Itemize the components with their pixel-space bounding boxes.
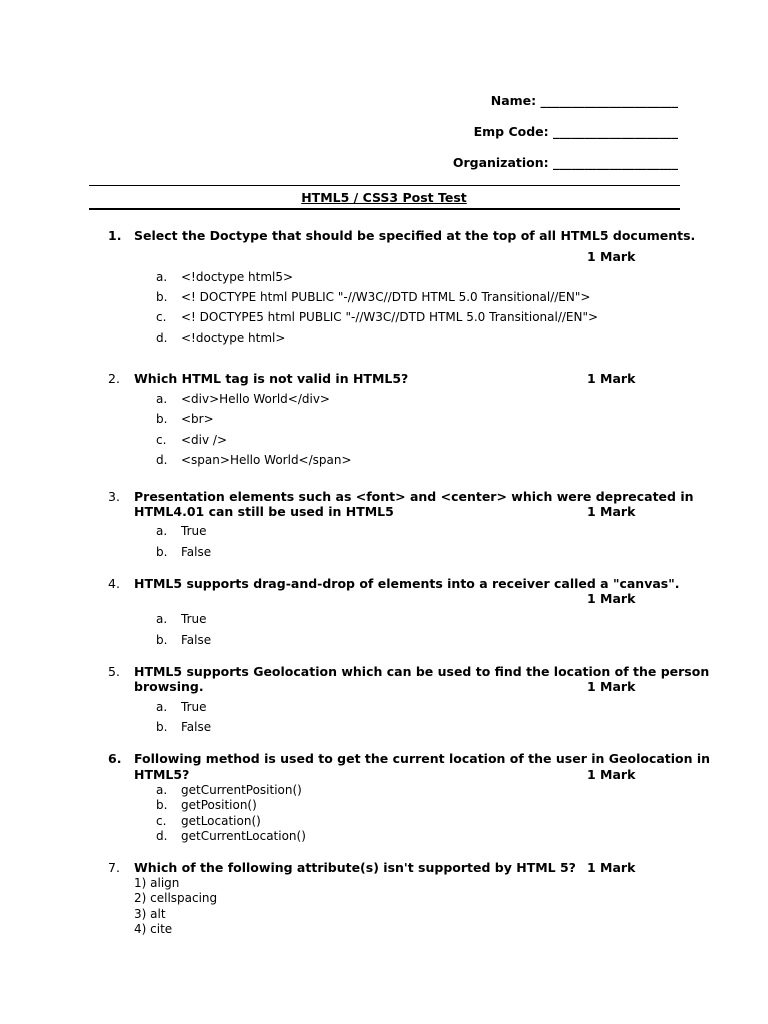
question-text-continued: browsing. <box>134 679 204 694</box>
option-text: getPosition() <box>181 798 257 812</box>
option-text: <span>Hello World</span> <box>181 453 352 467</box>
option-text: False <box>181 545 212 559</box>
option-text: <br> <box>181 412 214 426</box>
question-text: Following method is used to get the current location of the user in Geolocation in <box>134 751 711 766</box>
option-text: True <box>181 700 207 714</box>
mark-label: 1 Mark <box>587 591 636 606</box>
option-letter: a. <box>156 392 168 406</box>
option-text: <div /> <box>181 433 228 447</box>
page-title: HTML5 / CSS3 Post Test <box>301 190 467 205</box>
option-letter: d. <box>156 829 168 843</box>
question-number: 7. <box>108 860 120 875</box>
bottom-rule <box>89 208 680 210</box>
question-text: Which of the following attribute(s) isn't supported by HTML 5? <box>134 860 576 875</box>
question-text-continued: HTML5? <box>134 767 190 782</box>
mark-label: 1 Mark <box>587 767 636 782</box>
option-letter: d. <box>156 453 168 467</box>
option-letter: b. <box>156 290 168 304</box>
option-letter: b. <box>156 720 168 734</box>
option-letter: d. <box>156 331 168 345</box>
option-letter: a. <box>156 524 168 538</box>
name-field: Name: ______________________ <box>490 93 678 108</box>
question-text-continued: HTML4.01 can still be used in HTML5 <box>134 504 394 519</box>
question-text: Which HTML tag is not valid in HTML5? <box>134 371 409 386</box>
option-text: <!doctype html> <box>181 331 286 345</box>
option-text: True <box>181 612 207 626</box>
option-text: True <box>181 524 207 538</box>
option-text: getCurrentLocation() <box>181 829 306 843</box>
option-letter: c. <box>156 814 167 828</box>
question-number: 3. <box>108 489 120 504</box>
question-text: HTML5 supports drag-and-drop of elements into a receiver called a "canvas". <box>134 576 680 591</box>
option-letter: b. <box>156 633 168 647</box>
option-text: <div>Hello World</div> <box>181 392 330 406</box>
option-text: False <box>181 720 212 734</box>
question-number: 4. <box>108 576 120 591</box>
question-number: 2. <box>108 371 120 386</box>
mark-label: 1 Mark <box>587 679 636 694</box>
option-letter: a. <box>156 783 168 797</box>
option-text: <! DOCTYPE5 html PUBLIC "-//W3C//DTD HTML 5.0 Transitional//EN"> <box>181 310 599 324</box>
option-text: getCurrentPosition() <box>181 783 302 797</box>
question-text: HTML5 supports Geolocation which can be used to find the location of the person <box>134 664 710 679</box>
organization-field: Organization: ____________________ <box>452 155 678 170</box>
question-text: Select the Doctype that should be specified at the top of all HTML5 documents. <box>134 228 696 243</box>
option-text: <!doctype html5> <box>181 270 294 284</box>
option-letter: a. <box>156 700 168 714</box>
mark-label: 1 Mark <box>587 371 636 386</box>
mark-label: 1 Mark <box>587 504 636 519</box>
top-rule <box>89 185 680 186</box>
option-text: False <box>181 633 212 647</box>
mark-label: 1 Mark <box>587 249 636 264</box>
option-letter: b. <box>156 798 168 812</box>
option-text: getLocation() <box>181 814 261 828</box>
option-letter: b. <box>156 545 168 559</box>
option-text: 1) align <box>134 876 180 890</box>
option-letter: c. <box>156 310 167 324</box>
option-text: <! DOCTYPE html PUBLIC "-//W3C//DTD HTML 5.0 Transitional//EN"> <box>181 290 591 304</box>
question-text: Presentation elements such as <font> and <center> which were deprecated in <box>134 489 694 504</box>
question-number: 1. <box>108 228 122 243</box>
option-letter: a. <box>156 270 168 284</box>
question-number: 5. <box>108 664 120 679</box>
mark-label: 1 Mark <box>587 860 636 875</box>
question-number: 6. <box>108 751 122 766</box>
option-text: 2) cellspacing <box>134 891 218 905</box>
emp-code-field: Emp Code: ____________________ <box>473 124 678 139</box>
option-text: 3) alt <box>134 907 166 921</box>
option-letter: a. <box>156 612 168 626</box>
option-letter: c. <box>156 433 167 447</box>
option-text: 4) cite <box>134 922 173 936</box>
option-letter: b. <box>156 412 168 426</box>
